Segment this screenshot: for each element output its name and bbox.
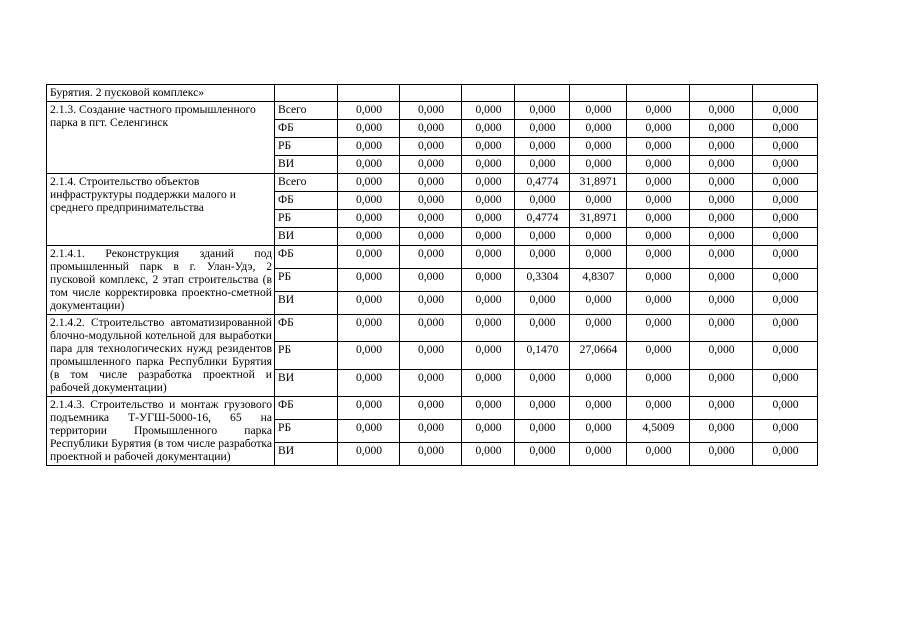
value-cell: 0,000 [462,120,515,138]
value-cell: 0,000 [627,397,690,420]
value-cell: 0,000 [515,246,570,269]
value-cell: 0,000 [400,292,462,315]
value-cell: 0,000 [338,174,400,192]
value-cell: 0,000 [690,397,753,420]
value-cell: 0,000 [753,210,818,228]
value-cell: 0,000 [627,342,690,369]
funding-source: РБ [275,138,338,156]
funding-source: ФБ [275,120,338,138]
value-cell: 0,000 [627,369,690,396]
value-cell: 0,000 [570,420,627,443]
value-cell: 0,000 [690,292,753,315]
funding-source: ВИ [275,369,338,396]
funding-source: ФБ [275,192,338,210]
value-cell: 0,000 [515,156,570,174]
value-cell: 0,000 [462,138,515,156]
value-cell: 0,000 [400,443,462,466]
value-cell: 0,000 [690,156,753,174]
value-cell: 0,000 [570,369,627,396]
value-cell: 0,000 [515,292,570,315]
value-cell: 0,000 [462,228,515,246]
value-cell: 0,000 [627,192,690,210]
value-cell: 0,000 [690,210,753,228]
table-row [47,102,818,120]
value-cell: 0,000 [690,174,753,192]
value-cell: 0,000 [400,246,462,269]
value-cell: 0,000 [753,269,818,292]
value-cell: 0,000 [690,228,753,246]
value-cell: 0,000 [338,120,400,138]
value-cell: 27,0664 [570,342,627,369]
value-cell: 0,000 [338,102,400,120]
value-cell: 0,000 [570,192,627,210]
value-cell: 0,000 [515,138,570,156]
value-cell: 4,5009 [627,420,690,443]
funding-source: ФБ [275,246,338,269]
value-cell: 0,000 [400,269,462,292]
value-cell: 0,000 [338,443,400,466]
value-cell: 0,000 [690,138,753,156]
value-cell: 0,000 [570,102,627,120]
funding-source: ФБ [275,397,338,420]
value-cell: 0,000 [753,420,818,443]
value-cell: 0,000 [400,420,462,443]
value-cell: 0,000 [400,210,462,228]
funding-source: РБ [275,210,338,228]
value-cell: 0,000 [753,228,818,246]
value-cell: 0,000 [515,102,570,120]
measure-name: 2.1.4.2. Строительство автоматизированной блочно-модульной котельной для выработки пара для технологических нужд резидентов промышленного парка Республики Бурятия (в том числе разработка проектной и рабочей документации) [47,315,275,397]
value-cell: 0,000 [462,269,515,292]
value-cell: 0,000 [400,315,462,342]
value-cell: 0,000 [400,174,462,192]
value-cell: 0,000 [753,120,818,138]
value-cell: 0,000 [690,420,753,443]
value-cell: 0,000 [627,443,690,466]
measure-name: 2.1.4. Строительство объектов инфраструктуры поддержки малого и среднего предпринимательства [47,174,275,246]
measure-name: 2.1.3. Создание частного промышленного парка в пгт. Селенгинск [47,102,275,174]
value-cell: 0,000 [690,192,753,210]
value-cell: 31,8971 [570,174,627,192]
value-cell: 0,000 [400,138,462,156]
funding-source: ВИ [275,292,338,315]
value-cell: 0,000 [753,342,818,369]
value-cell: 0,000 [690,443,753,466]
value-cell: 0,000 [753,192,818,210]
value-cell: 0,000 [570,292,627,315]
value-cell: 0,000 [515,120,570,138]
funding-source: РБ [275,342,338,369]
value-cell: 0,000 [570,138,627,156]
value-cell: 0,000 [462,443,515,466]
value-cell: 0,000 [753,315,818,342]
value-cell: 0,000 [462,174,515,192]
value-cell: 0,000 [570,156,627,174]
value-cell: 0,000 [627,246,690,269]
value-cell: 0,000 [338,420,400,443]
value-cell: 0,000 [690,269,753,292]
value-cell: 0,000 [515,397,570,420]
value-cell: 0,000 [570,246,627,269]
value-cell: 0,000 [690,342,753,369]
value-cell: 0,000 [753,246,818,269]
value-cell: 0,1470 [515,342,570,369]
value-cell: 0,000 [570,397,627,420]
value-cell: 0,000 [338,369,400,396]
value-cell: 0,000 [400,102,462,120]
value-cell: 0,000 [753,397,818,420]
value-cell: 0,000 [462,210,515,228]
table-row [47,315,818,342]
value-cell: 0,000 [690,246,753,269]
value-cell: 0,000 [690,120,753,138]
value-cell: 0,000 [515,228,570,246]
value-cell: 0,000 [753,369,818,396]
value-cell: 0,000 [338,397,400,420]
funding-source: ФБ [275,315,338,342]
value-cell: 0,000 [627,315,690,342]
value-cell: 0,000 [753,102,818,120]
value-cell: 0,000 [570,443,627,466]
value-cell: 0,000 [753,156,818,174]
table-row [47,174,818,192]
value-cell: 0,000 [338,292,400,315]
value-cell: 0,000 [570,315,627,342]
value-cell: 31,8971 [570,210,627,228]
value-cell: 0,000 [338,246,400,269]
value-cell: 0,000 [570,228,627,246]
measure-name: 2.1.4.1. Реконструкция зданий под промышленный парк в г. Улан-Удэ, 2 пусковой комплекс, 2 этап строительства (в том числе корректировка проектно-сметной документации) [47,246,275,315]
table-row [47,246,818,269]
value-cell: 0,000 [627,102,690,120]
value-cell: 0,000 [462,156,515,174]
value-cell: 0,000 [338,342,400,369]
budget-table [46,84,818,466]
value-cell: 0,000 [627,269,690,292]
funding-source: Всего [275,174,338,192]
value-cell: 0,000 [462,292,515,315]
value-cell: 0,000 [400,369,462,396]
value-cell: 0,000 [690,315,753,342]
value-cell: 0,000 [627,228,690,246]
value-cell: 0,000 [400,120,462,138]
value-cell: 0,000 [338,138,400,156]
value-cell: 0,000 [338,315,400,342]
value-cell: 0,000 [515,443,570,466]
value-cell: 0,000 [462,315,515,342]
table-body [47,85,818,466]
value-cell: 0,000 [690,369,753,396]
continuation-row [47,85,818,102]
funding-source: ВИ [275,156,338,174]
value-cell: 0,000 [515,369,570,396]
value-cell: 0,000 [462,102,515,120]
value-cell: 0,000 [400,342,462,369]
value-cell: 4,8307 [570,269,627,292]
value-cell: 0,000 [570,120,627,138]
value-cell: 0,000 [515,315,570,342]
value-cell: 0,000 [753,443,818,466]
value-cell: 0,000 [690,102,753,120]
value-cell: 0,000 [462,342,515,369]
table-row [47,397,818,420]
measure-name: 2.1.4.3. Строительство и монтаж грузового подъемника Т-УГШ-5000-16, 65 на территории Промышленного парка Республики Бурятия (в том числе разработка проектной и рабочей документации) [47,397,275,466]
value-cell: 0,000 [627,156,690,174]
value-cell: 0,000 [462,397,515,420]
value-cell: 0,000 [338,269,400,292]
value-cell: 0,000 [462,246,515,269]
value-cell: 0,000 [515,192,570,210]
value-cell: 0,000 [400,397,462,420]
continuation-name: Бурятия. 2 пусковой комплекс» [47,85,275,102]
value-cell: 0,000 [627,174,690,192]
value-cell: 0,000 [462,192,515,210]
value-cell: 0,4774 [515,174,570,192]
value-cell: 0,000 [338,192,400,210]
funding-source: ВИ [275,443,338,466]
value-cell: 0,000 [515,420,570,443]
value-cell: 0,000 [400,156,462,174]
value-cell: 0,000 [627,292,690,315]
value-cell: 0,3304 [515,269,570,292]
value-cell: 0,000 [400,228,462,246]
value-cell: 0,000 [753,292,818,315]
funding-source: ВИ [275,228,338,246]
value-cell: 0,000 [338,210,400,228]
value-cell: 0,000 [338,228,400,246]
value-cell: 0,000 [627,210,690,228]
value-cell: 0,000 [627,120,690,138]
value-cell: 0,000 [400,192,462,210]
funding-source: Всего [275,102,338,120]
funding-source: РБ [275,269,338,292]
value-cell: 0,4774 [515,210,570,228]
value-cell: 0,000 [753,138,818,156]
funding-source: РБ [275,420,338,443]
value-cell: 0,000 [753,174,818,192]
value-cell: 0,000 [627,138,690,156]
value-cell: 0,000 [462,369,515,396]
value-cell: 0,000 [462,420,515,443]
value-cell: 0,000 [338,156,400,174]
